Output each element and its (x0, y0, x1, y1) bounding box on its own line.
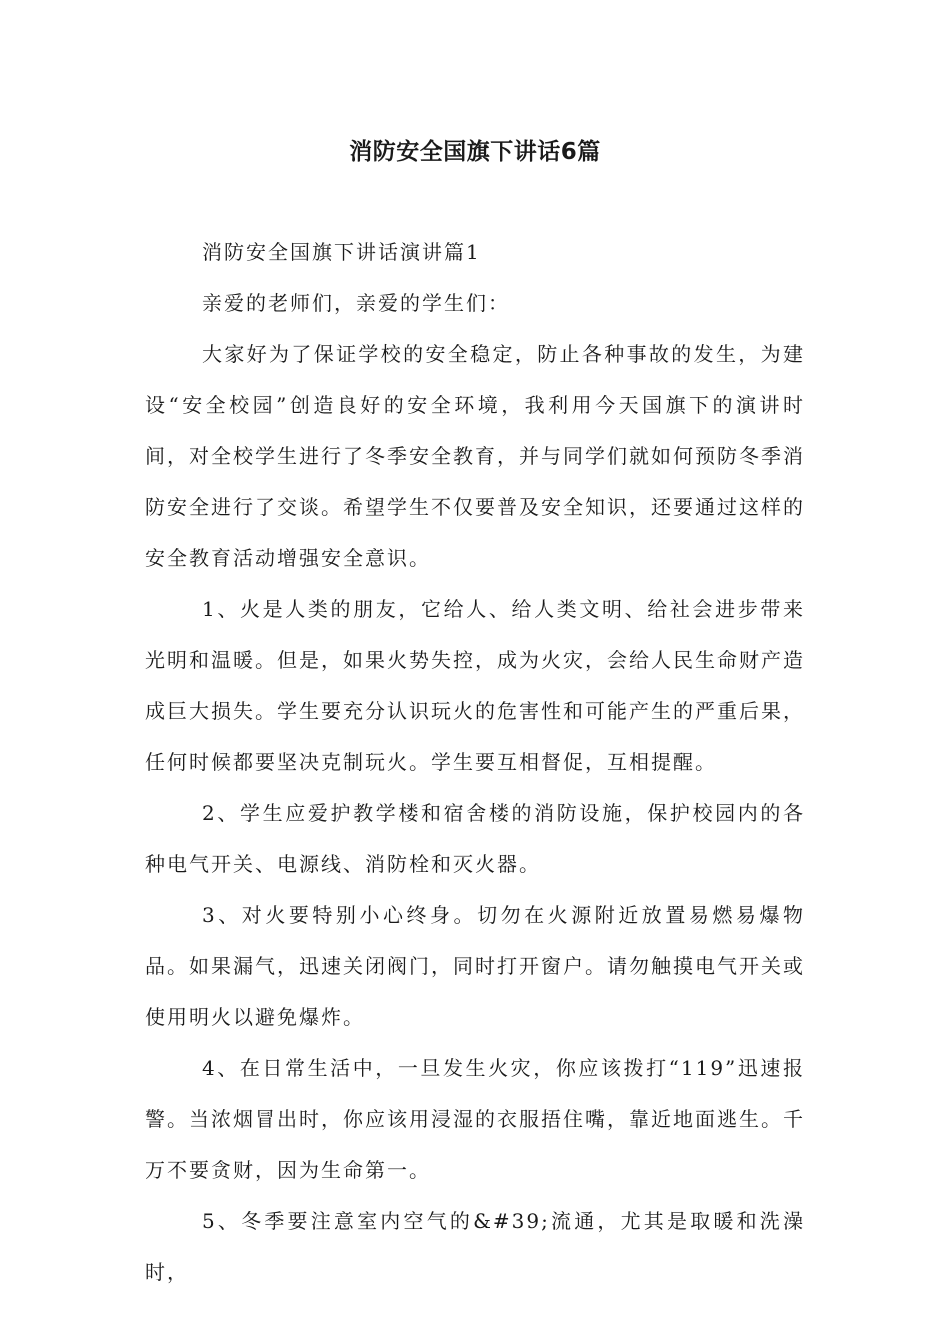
paragraph-point-3: 3、对火要特别小心终身。切勿在火源附近放置易燃易爆物品。如果漏气，迅速关闭阀门，同时打开窗户。请勿触摸电气开关或使用明火以避免爆炸。 (145, 903, 805, 1029)
paragraph-point-4: 4、在日常生活中，一旦发生火灾，你应该拨打“119”迅速报警。当浓烟冒出时，你应该用浸湿的衣服捂住嘴，靠近地面逃生。千万不要贪财，因为生命第一。 (145, 1056, 805, 1182)
paragraph-point-5: 5、冬季要注意室内空气的&#39;流通，尤其是取暖和洗澡时， (145, 1209, 805, 1284)
document-title: 消防安全国旗下讲话6篇 (349, 139, 601, 165)
paragraph-point-2: 2、学生应爱护教学楼和宿舍楼的消防设施，保护校园内的各种电气开关、电源线、消防栓和灭火器。 (145, 801, 805, 876)
salutation: 亲爱的老师们，亲爱的学生们： (202, 291, 510, 315)
document-body (145, 227, 805, 1298)
section-heading: 消防安全国旗下讲话演讲篇1 (202, 240, 481, 264)
paragraph-point-1: 1、火是人类的朋友，它给人、给人类文明、给社会进步带来光明和温暖。但是，如果火势失控，成为火灾，会给人民生命财产造成巨大损失。学生要充分认识玩火的危害性和可能产生的严重后果，任何时候都要坚决克制玩火。学生要互相督促，互相提醒。 (145, 597, 805, 774)
paragraph-intro: 大家好为了保证学校的安全稳定，防止各种事故的发生，为建设“安全校园”创造良好的安全环境，我利用今天国旗下的演讲时间，对全校学生进行了冬季安全教育，并与同学们就如何预防冬季消防安全进行了交谈。希望学生不仅要普及安全知识，还要通过这样的安全教育活动增强安全意识。 (145, 342, 805, 570)
